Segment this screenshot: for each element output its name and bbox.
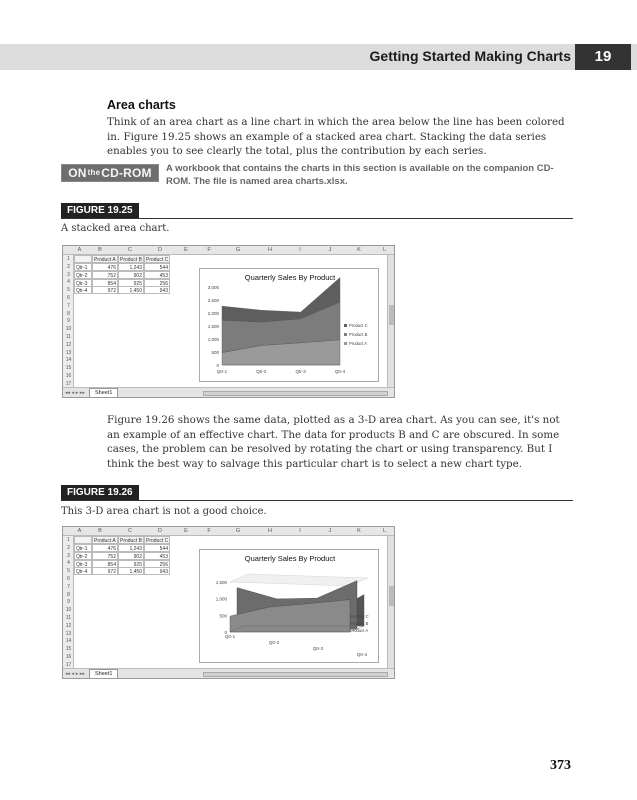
- row-header-bar: [63, 255, 74, 387]
- row-number-16: 16: [65, 373, 72, 379]
- y-tick-label: 1,000: [207, 337, 219, 342]
- table-cell: Qtr-1: [74, 263, 92, 271]
- table-cell: 902: [118, 271, 144, 279]
- table-cell: 752: [92, 271, 118, 279]
- horizontal-scrollbar: [203, 672, 388, 677]
- x-tick-label: Qtr-4: [356, 652, 368, 657]
- table-header-cell: [74, 536, 92, 544]
- cd-badge-on: ON: [68, 166, 87, 180]
- legend-swatch: [344, 324, 347, 327]
- series-depth-label: Product B: [350, 621, 369, 626]
- y-tick-label: 2,000: [207, 311, 219, 316]
- table-cell: Qtr-3: [74, 279, 92, 287]
- row-number-14: 14: [65, 357, 72, 364]
- row-number-1: 1: [67, 537, 70, 543]
- table-cell: 453: [144, 552, 170, 560]
- intro-paragraph: Think of an area chart as a line chart in which the area below the line has been colored in. Figure 19.25 shows an example of a stacked area chart. Stacking the data series enables you to see clearly the total, plus the contribution by each series.: [107, 116, 565, 157]
- row-number-4: 4: [67, 279, 70, 286]
- row-number-17: 17: [65, 661, 72, 668]
- legend-entry: Product A: [349, 341, 368, 346]
- back-wall: [230, 574, 368, 586]
- chart-area: [199, 549, 379, 663]
- table-cell: Qtr-2: [74, 552, 92, 560]
- legend-swatch: [344, 333, 347, 336]
- row-number-8: 8: [67, 591, 70, 598]
- row-number-13: 13: [65, 630, 72, 637]
- row-number-17: 17: [65, 380, 72, 387]
- vertical-scroll-thumb: [389, 586, 394, 606]
- row-number-11: 11: [65, 615, 72, 621]
- row-number-10: 10: [65, 607, 72, 614]
- sheet-tab-sheet1: Sheet1: [89, 388, 118, 398]
- column-letter-b: B: [98, 247, 102, 253]
- table-cell: 476: [92, 544, 118, 552]
- column-letter-f: F: [207, 247, 211, 253]
- table-cell: 476: [92, 263, 118, 271]
- row-number-1: 1: [67, 256, 70, 262]
- y-tick-label: 2,500: [207, 298, 219, 303]
- table-cell: 1,243: [118, 263, 144, 271]
- column-letter-d: D: [158, 528, 162, 534]
- column-letter-h: H: [268, 247, 272, 253]
- row-number-2: 2: [67, 544, 70, 551]
- column-letter-i: I: [299, 528, 301, 534]
- row-number-9: 9: [67, 599, 70, 606]
- legend-entry: Product B: [349, 332, 368, 337]
- table-cell: 1,243: [118, 544, 144, 552]
- table-cell: Qtr-4: [74, 567, 92, 575]
- column-letter-g: G: [235, 528, 241, 534]
- stacked-area-chart-svg: [200, 269, 380, 383]
- column-letter-a: A: [77, 247, 82, 253]
- table-cell: 925: [118, 279, 144, 287]
- on-the-cd-rom-badge: [61, 164, 159, 182]
- y-tick-label: 1,500: [207, 324, 219, 329]
- sheet-tab-bar: [63, 387, 395, 398]
- column-letter-l: L: [382, 528, 387, 534]
- row-number-7: 7: [67, 583, 70, 590]
- column-letter-j: J: [328, 247, 332, 253]
- page-number: 373: [550, 758, 571, 773]
- chart-title: Quarterly Sales By Product: [244, 273, 336, 282]
- table-cell: 854: [92, 560, 118, 568]
- column-letter-f: F: [207, 528, 211, 534]
- table-cell: 544: [144, 544, 170, 552]
- y-tick-label: 0: [224, 630, 227, 635]
- table-header-cell: Product B: [118, 255, 144, 263]
- x-tick-label: Qtr-1: [216, 369, 228, 374]
- row-number-13: 13: [65, 349, 72, 356]
- row-number-8: 8: [67, 310, 70, 317]
- comparison-paragraph: Figure 19.26 shows the same data, plotted as a 3-D area chart. As you can see, it's not an example of an effective chart. The data for products B and C are obscured. In some cases, the problem can be resolved by rotating the chart or using transparency. But I think the best way to salvage this particular chart is to select a new chart type.: [107, 414, 560, 470]
- y-tick-label: 3,000: [207, 285, 219, 290]
- x-tick-label: Qtr-2: [256, 369, 267, 374]
- series-depth-label: Product A: [350, 628, 369, 633]
- row-number-9: 9: [67, 318, 70, 325]
- table-header-cell: [74, 255, 92, 263]
- row-number-16: 16: [65, 654, 72, 660]
- column-header-bar: [63, 527, 395, 536]
- table-header-cell: Product B: [118, 536, 144, 544]
- column-letter-e: E: [184, 247, 188, 253]
- table-cell: 943: [144, 567, 170, 575]
- table-header-cell: Product C: [146, 538, 169, 544]
- figure-label-2: FIGURE 19.26: [61, 485, 139, 500]
- column-letter-k: K: [357, 528, 361, 534]
- row-number-12: 12: [65, 341, 72, 348]
- row-number-4: 4: [67, 560, 70, 567]
- sheet-tab-sheet1: Sheet1: [89, 669, 118, 679]
- y-tick-label: 1,000: [215, 596, 227, 602]
- y-tick-label: 1,500: [215, 580, 227, 585]
- row-number-15: 15: [65, 365, 72, 372]
- row-number-2: 2: [67, 263, 70, 270]
- sheet-nav-arrows: ◂◂ ◂ ▸ ▸▸: [65, 671, 85, 677]
- x-tick-label: Qtr-1: [224, 634, 236, 639]
- table-cell: 453: [144, 271, 170, 279]
- column-letter-l: L: [382, 247, 387, 253]
- table-cell: Qtr-2: [74, 271, 92, 279]
- column-letter-a: A: [77, 528, 82, 534]
- column-letter-d: D: [158, 247, 162, 253]
- x-tick-label: Qtr-3: [312, 646, 324, 651]
- figure-caption-2: This 3-D area chart is not a good choice.: [61, 506, 267, 517]
- table-cell: 752: [92, 552, 118, 560]
- cd-rom-note: A workbook that contains the charts in this section is available on the companion CD-ROM. The file is named area charts.xlsx.: [166, 163, 554, 187]
- table-cell: 972: [92, 567, 118, 575]
- x-tick-label: Qtr-2: [268, 640, 280, 645]
- figure-rule-1: [61, 218, 573, 219]
- table-header-cell: Product A: [92, 536, 118, 544]
- row-number-6: 6: [67, 576, 70, 582]
- column-letter-k: K: [357, 247, 361, 253]
- table-header-cell: Product A: [92, 255, 118, 263]
- chart-area: [199, 268, 379, 382]
- table-cell: 1,450: [118, 567, 144, 575]
- vertical-scroll-thumb: [389, 305, 394, 325]
- column-header-bar: [63, 246, 395, 255]
- chart-title: Quarterly Sales By Product: [244, 554, 336, 563]
- legend-swatch: [344, 342, 347, 345]
- table-cell: 902: [118, 552, 144, 560]
- section-heading: Area charts: [107, 98, 176, 112]
- column-letter-i: I: [299, 247, 301, 253]
- table-cell: 972: [92, 286, 118, 294]
- running-header-title: Getting Started Making Charts: [369, 48, 571, 64]
- table-cell: 256: [144, 279, 170, 287]
- x-tick-label: Qtr-3: [295, 369, 306, 374]
- column-letter-j: J: [328, 528, 332, 534]
- table-cell: Qtr-4: [74, 286, 92, 294]
- y-tick-label: 500: [219, 613, 227, 619]
- horizontal-scrollbar: [203, 391, 388, 396]
- row-number-5: 5: [67, 568, 70, 575]
- table-cell: 925: [118, 560, 144, 568]
- figure-rule-2: [61, 500, 573, 501]
- figure-label-1: FIGURE 19.25: [61, 203, 139, 218]
- cd-badge-the: the: [87, 168, 101, 177]
- cd-badge-cdrom: CD-ROM: [101, 166, 152, 180]
- y-tick-label: 500: [211, 350, 219, 355]
- row-number-10: 10: [65, 326, 72, 333]
- row-number-14: 14: [65, 638, 72, 645]
- row-number-11: 11: [65, 334, 72, 340]
- legend-entry: Product C: [349, 323, 368, 328]
- row-number-12: 12: [65, 622, 72, 629]
- chapter-number-box: 19: [575, 44, 631, 70]
- column-letter-e: E: [184, 528, 188, 534]
- sheet-tab-bar: [63, 668, 395, 679]
- figure-caption-1: A stacked area chart.: [61, 223, 170, 234]
- row-number-6: 6: [67, 295, 70, 301]
- table-cell: 854: [92, 279, 118, 287]
- x-tick-label: Qtr-4: [334, 369, 346, 374]
- series-depth-label: Product C: [350, 614, 369, 619]
- table-cell: 256: [144, 560, 170, 568]
- row-number-3: 3: [67, 552, 70, 559]
- table-cell: 943: [144, 286, 170, 294]
- vertical-scrollbar: [387, 536, 394, 668]
- table-cell: 1,450: [118, 286, 144, 294]
- excel-screenshot-1: [62, 245, 395, 398]
- table-cell: 544: [144, 263, 170, 271]
- sheet-nav-arrows: ◂◂ ◂ ▸ ▸▸: [65, 390, 85, 396]
- column-letter-g: G: [235, 247, 241, 253]
- vertical-scrollbar: [387, 255, 394, 387]
- row-number-15: 15: [65, 646, 72, 653]
- excel-screenshot-2: [62, 526, 395, 679]
- column-letter-c: C: [128, 247, 132, 253]
- column-letter-c: C: [128, 528, 132, 534]
- y-tick-label: 0: [216, 363, 219, 368]
- table-cell: Qtr-3: [74, 560, 92, 568]
- row-number-5: 5: [67, 287, 70, 294]
- row-header-bar: [63, 536, 74, 668]
- 3d-area-chart-svg: [200, 550, 380, 664]
- column-letter-h: H: [268, 528, 272, 534]
- table-header-cell: Product C: [146, 257, 169, 263]
- row-number-3: 3: [67, 271, 70, 278]
- table-cell: Qtr-1: [74, 544, 92, 552]
- column-letter-b: B: [98, 528, 102, 534]
- row-number-7: 7: [67, 302, 70, 309]
